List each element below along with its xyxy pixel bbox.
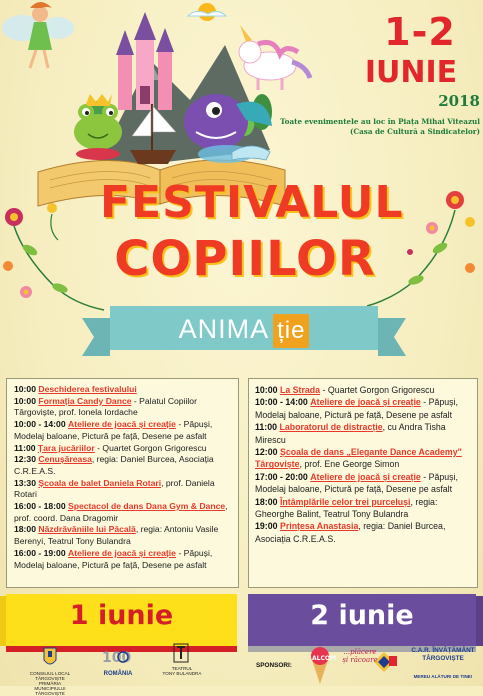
event-name: Cenușăreasa	[38, 454, 92, 465]
event-time: 19:00	[255, 521, 278, 532]
event-name: Formația Candy Dance	[38, 395, 132, 406]
event-name: Ateliere de joacă și creație	[310, 397, 421, 408]
event-time: 18:00	[255, 496, 278, 507]
event-time: 10:00 - 14:00	[255, 397, 308, 408]
event-time: 10:00	[14, 395, 36, 406]
event-detail: , regia: Gheorghe Balint, Teatrul Tony Bulandra	[255, 496, 438, 520]
teatrul-label	[160, 666, 204, 676]
consiliul-line-1: CONSILIUL LOCAL TÂRGOVIȘTE	[29, 671, 71, 681]
event-detail: , cu Andra Tisha Mirescu	[255, 422, 446, 445]
sponsori-label: SPONSORI:	[256, 662, 292, 669]
event-name: La Strada	[279, 385, 321, 395]
banner-main-text: ANIMA	[178, 314, 270, 344]
event-detail: - Păpuși, Modelaj baloane, Pictură pe față, Desene pe asfalt	[255, 397, 458, 420]
car-line-1: C.A.R. ÎNVĂȚĂMÂNT	[411, 647, 475, 654]
event-time: 18:00	[14, 524, 36, 535]
placere-line-1: ...plăcere	[343, 648, 377, 656]
consiliul-line-2: PRIMĂRIA MUNICIPIULUI TÂRGOVIȘTE	[34, 681, 66, 696]
event-detail: , regia: Daniel Burcea, Asociația C.R.E.A.S.	[14, 454, 214, 476]
banner-tie-text: ție	[273, 314, 309, 348]
event-name: Năzdrăvăniile lui Păcală	[38, 524, 136, 535]
event-detail: , prof. Daniela Rotari	[14, 477, 215, 500]
event-name: Întâmplările celor trei purceluși	[279, 496, 411, 507]
event-name: Ateliere de joacă și creație	[68, 547, 176, 558]
teatrul-line-1: TEATRUL	[171, 666, 193, 671]
event-detail: , regia: Daniel Burcea, Asociația C.R.E.A.S.	[255, 521, 446, 544]
targoviste-crest-icon	[44, 648, 56, 664]
teatrul-logo-icon	[174, 644, 188, 662]
event-name: Prințesa Anastasia	[279, 521, 359, 532]
event-time: 12:00	[255, 447, 278, 458]
event-name: Ateliere de joacă și creație	[68, 419, 176, 430]
festival-year: 2018	[438, 92, 480, 110]
car-tagline: MEREU ALĂTURI DE TINE!	[413, 674, 473, 679]
event-detail: - Quartet Gorgon Grigorescu	[320, 385, 435, 395]
event-name: Școala de dans „Elegante Dance Academy" Târgoviște	[255, 447, 462, 470]
location-line-2: (Casa de Cultură a Sindicatelor)	[350, 127, 480, 136]
day2-label: 2 iunie	[310, 600, 414, 631]
event-time: 10:00	[14, 384, 36, 394]
event-name: Deschiderea festivalului	[38, 384, 137, 394]
ice-cream-icon	[311, 647, 336, 684]
event-name: Laboratorul de distracție	[279, 422, 383, 433]
car-label	[404, 647, 482, 663]
car-line-2: TÂRGOVIȘTE	[422, 655, 464, 662]
event-time: 13:30	[14, 477, 36, 488]
title-festivalul: FESTIVALUL	[100, 177, 404, 228]
placere-slogan	[336, 648, 384, 664]
teatrul-line-2: TONY BULANDRA	[162, 671, 202, 676]
event-detail: - Păpuși, Modelaj baloane, Pictură pe față, Desene pe asfalt	[14, 419, 213, 441]
event-time: 10:00 - 14:00	[14, 419, 66, 430]
event-name: Spectacol de dans Dana Gym & Dance	[68, 501, 226, 512]
event-detail: - Quartet Gorgon Grigorescu	[94, 442, 207, 453]
title-copiilor: COPIILOR	[114, 231, 376, 287]
day1-label: 1 iunie	[69, 600, 174, 631]
event-time: 11:00	[255, 422, 278, 433]
event-detail: - Păpuși, Modelaj baloane, Pictură pe față, Desene pe asfalt	[14, 547, 213, 570]
svg-text:ALCOM: ALCOM	[312, 655, 336, 662]
event-time: 16:00 - 18:00	[14, 501, 66, 512]
event-detail: , prof. coord. Dana Dragomir	[14, 501, 228, 523]
event-name: Țara jucăriilor	[37, 442, 95, 453]
event-detail: , regia: Antoniu Vasile Berenyi, Teatrul Tony Bulandra	[14, 524, 219, 547]
event-detail: - Palatul Copiilor Târgoviște, prof. Ionela Iordache	[14, 395, 197, 418]
event-name: Școala de balet Daniela Rotari	[38, 477, 162, 488]
event-detail: , prof. Ene George Simon	[299, 459, 400, 470]
consiliul-label	[24, 671, 76, 696]
event-detail: - Păpuși, Modelaj baloane, Pictură pe față, Desene pe asfalt	[255, 471, 458, 495]
event-time: 11:00	[14, 442, 36, 453]
event-time: 16:00 - 19:00	[14, 547, 66, 558]
festival-month: IUNIE	[364, 55, 458, 90]
event-time: 12:30	[14, 454, 36, 465]
svg-text:100: 100	[102, 650, 132, 666]
placere-line-2: și răcoare	[342, 656, 378, 664]
event-time: 17:00 - 20:00	[255, 471, 308, 482]
event-time: 10:00	[255, 385, 278, 395]
event-name: Ateliere de joacă și creație	[310, 471, 421, 482]
romania-100-logo-icon	[102, 650, 131, 666]
festival-dates: 1-2	[384, 10, 456, 54]
romania-label: ROMÂNIA	[103, 671, 133, 677]
location-line-1: Toate evenimentele au loc în Piața Mihai Viteazul	[280, 117, 480, 126]
